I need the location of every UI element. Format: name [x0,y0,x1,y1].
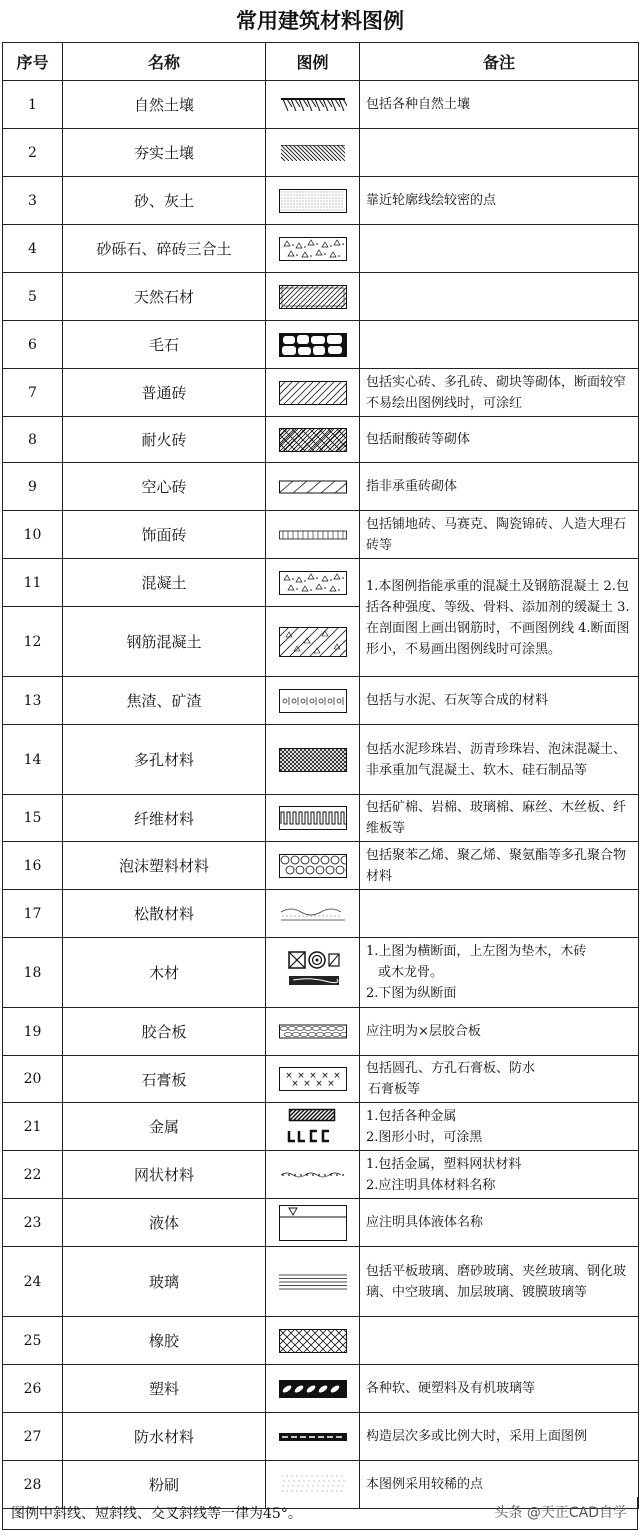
svg-text:×: × [284,1071,293,1081]
material-note: 包括矿棉、岩棉、玻璃棉、麻丝、木丝板、纤维板等 [360,795,639,842]
svg-text:×: × [302,1079,311,1089]
table-row [3,1199,639,1247]
table-row [3,321,639,369]
material-name: 液体 [63,1199,266,1247]
table-row [3,273,639,321]
table-row [3,1317,639,1365]
row-number: 10 [3,511,63,559]
row-number: 20 [3,1056,63,1103]
svg-text:×: × [320,1071,329,1081]
row-number: 24 [3,1247,63,1317]
row-number: 25 [3,1317,63,1365]
compacted-soil-hatch-icon [266,129,360,177]
material-name: 砂砾石、碎砖三合土 [63,225,266,273]
natural-soil-hatch-icon [266,81,360,129]
rubber-crosshatch-icon [266,1317,360,1365]
table-row [3,559,639,607]
material-note [360,1151,639,1199]
table-row [3,417,639,463]
material-note: 应注明具体液体名称 [360,1199,639,1247]
watermark: 头条 @天正CAD自学 [494,1505,627,1521]
page-title: 常用建筑材料图例 [236,9,404,33]
table-row [3,129,639,177]
svg-text:×: × [290,1079,299,1089]
wood-icon [266,938,360,1008]
row-number: 17 [3,890,63,938]
concrete-icon [266,559,360,607]
material-name: 钢筋混凝土 [63,607,266,677]
material-name: 橡胶 [63,1317,266,1365]
footer-note [2,1497,638,1530]
table-row [3,369,639,417]
header-symbol: 图例 [266,43,360,81]
svg-text:×: × [332,1071,341,1081]
table-row [3,842,639,890]
material-note [360,938,639,1008]
row-number: 11 [3,559,63,607]
material-note [360,1317,639,1365]
table-row [3,1056,639,1103]
row-number: 14 [3,725,63,795]
table-row [3,1151,639,1199]
fire-brick-hatch-icon [266,417,360,463]
material-name: 夯实土壤 [63,129,266,177]
row-number: 23 [3,1199,63,1247]
row-number: 15 [3,795,63,842]
row-number: 19 [3,1008,63,1056]
material-name: 玻璃 [63,1247,266,1317]
svg-text:×: × [314,1079,323,1089]
note-line: 1.上图为横断面，上左图为垫木，木砖 [366,944,587,959]
materials-legend-table [2,42,639,1509]
material-name: 塑料 [63,1365,266,1413]
mesh-icon [266,1151,360,1199]
material-name: 松散材料 [63,890,266,938]
rubble-stone-icon [266,321,360,369]
liquid-icon [266,1199,360,1247]
gravel-triangles-icon [266,225,360,273]
header-num: 序号 [3,43,63,81]
material-name: 普通砖 [63,369,266,417]
header-name: 名称 [63,43,266,81]
table-row [3,677,639,725]
svg-text:×: × [326,1079,335,1089]
plastic-icon [266,1365,360,1413]
material-name: 焦渣、矿渣 [63,677,266,725]
header-note: 备注 [360,43,639,81]
material-name: 粉刷 [63,1461,266,1509]
row-number: 6 [3,321,63,369]
plywood-icon [266,1008,360,1056]
svg-text:×: × [308,1071,317,1081]
facing-tile-icon [266,511,360,559]
row-number: 9 [3,463,63,511]
row-number: 22 [3,1151,63,1199]
material-name: 防水材料 [63,1413,266,1461]
material-note: 包括铺地砖、马赛克、陶瓷锦砖、人造大理石砖等 [360,511,639,559]
material-note: 指非承重砖砌体 [360,463,639,511]
material-note [360,129,639,177]
material-note: 包括耐酸砖等砌体 [360,417,639,463]
row-number: 4 [3,225,63,273]
row-number: 7 [3,369,63,417]
table-row [3,1008,639,1056]
table-row [3,177,639,225]
material-name: 耐火砖 [63,417,266,463]
row-number: 3 [3,177,63,225]
row-number: 28 [3,1461,63,1509]
material-note: 靠近轮廓线绘较密的点 [360,177,639,225]
note-line: 2.下图为纵断面 [366,986,457,1001]
footer-text: 图例中斜线、短斜线、交叉斜线等一律为45°。 [11,1506,302,1522]
note-line: 石膏板等 [368,1082,421,1097]
material-note: 包括与水泥、石灰等合成的材料 [360,677,639,725]
porous-crosshatch-icon [266,725,360,795]
row-number: 8 [3,417,63,463]
table-row [3,1413,639,1461]
material-name: 胶合板 [63,1008,266,1056]
material-note: 1.本图例指能承重的混凝土及钢筋混凝土 2.包括各种强度、等级、骨料、添加剂的缓凝土 3.在剖面图上画出钢筋时，不画图例线 4.断面图形小，不易画出图例线时可涂黑。 [360,559,639,677]
hollow-brick-icon [266,463,360,511]
table-row [3,725,639,795]
material-note: 构造层次多或比例大时，采用上面图例 [360,1413,639,1461]
table-row [3,938,639,1008]
material-note: 包括聚苯乙烯、聚乙烯、聚氨酯等多孔聚合物材料 [360,842,639,890]
material-name: 毛石 [63,321,266,369]
material-name: 饰面砖 [63,511,266,559]
row-number: 16 [3,842,63,890]
natural-stone-hatch-icon [266,273,360,321]
note-line: 或木龙骨。 [378,965,444,980]
table-header-row [3,43,639,81]
reinforced-concrete-icon [266,607,360,677]
material-note [360,273,639,321]
table-row [3,511,639,559]
material-note: 包括各种自然土壤 [360,81,639,129]
glass-lines-icon [266,1247,360,1317]
material-name: 泡沫塑料材料 [63,842,266,890]
svg-text:×: × [296,1071,305,1081]
table-row [3,225,639,273]
brick-hatch-icon [266,369,360,417]
material-name: 石膏板 [63,1056,266,1103]
material-name: 纤维材料 [63,795,266,842]
row-number: 21 [3,1103,63,1151]
note-line: 1.包括金属，塑料网状材料 [366,1156,522,1172]
note-line: 2.图形小时，可涂黑 [366,1129,483,1145]
note-line: 2.应注明具体材料名称 [366,1177,496,1193]
table-row [3,81,639,129]
material-name: 混凝土 [63,559,266,607]
row-number: 27 [3,1413,63,1461]
table-row [3,1365,639,1413]
material-name: 木材 [63,938,266,1008]
slag-icon [266,677,360,725]
row-number: 18 [3,938,63,1008]
note-line: 包括圆孔、方孔石膏板、防水 [366,1061,536,1076]
material-note [360,890,639,938]
note-line: 1.包括各种金属 [366,1108,457,1124]
material-note: 包括平板玻璃、磨砂玻璃、夹丝玻璃、钢化玻璃、中空玻璃、加层玻璃、镀膜玻璃等 [360,1247,639,1317]
table-row [3,1103,639,1151]
material-name: 多孔材料 [63,725,266,795]
material-note: 本图例采用较稀的点 [360,1461,639,1509]
table-row [3,795,639,842]
material-note [360,1103,639,1151]
fiber-wave-icon [266,795,360,842]
material-note: 各种软、硬塑料及有机玻璃等 [360,1365,639,1413]
material-note [360,225,639,273]
material-note: 应注明为×层胶合板 [360,1008,639,1056]
gypsum-cross-icon [266,1056,360,1103]
material-note: 包括实心砖、多孔砖、砌块等砌体，断面较窄不易绘出图例线时，可涂红 [360,369,639,417]
material-note [360,321,639,369]
material-name: 自然土壤 [63,81,266,129]
row-number: 13 [3,677,63,725]
table-row [3,890,639,938]
loose-material-icon [266,890,360,938]
material-name: 砂、灰土 [63,177,266,225]
metal-icon [266,1103,360,1151]
row-number: 26 [3,1365,63,1413]
waterproof-icon [266,1413,360,1461]
foam-hex-icon [266,842,360,890]
row-number: 5 [3,273,63,321]
sand-dots-icon [266,177,360,225]
row-number: 12 [3,607,63,677]
material-name: 网状材料 [63,1151,266,1199]
material-name: 空心砖 [63,463,266,511]
table-row [3,463,639,511]
row-number: 2 [3,129,63,177]
row-number: 1 [3,81,63,129]
material-name: 金属 [63,1103,266,1151]
material-note: 包括水泥珍珠岩、沥青珍珠岩、泡沫混凝土、非承重加气混凝土、软木、硅石制品等 [360,725,639,795]
material-note [360,1056,639,1103]
table-row [3,1247,639,1317]
material-name: 天然石材 [63,273,266,321]
